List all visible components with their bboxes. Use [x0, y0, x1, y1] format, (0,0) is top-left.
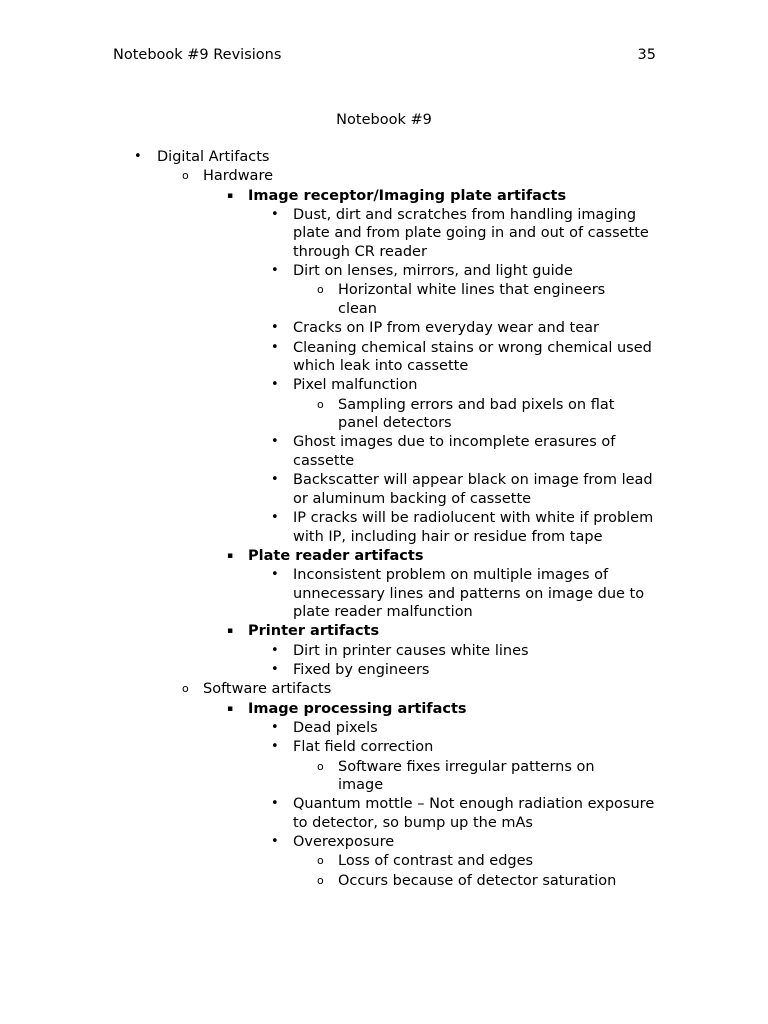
list-item-text: Fixed by engineers	[293, 662, 430, 679]
list-bullet-icon: •	[271, 434, 279, 450]
list-bullet-icon: ▪	[227, 626, 234, 637]
list-bullet-icon: o	[317, 873, 324, 887]
list-item	[227, 547, 668, 566]
list-bullet-icon: o	[182, 682, 189, 696]
list-item	[271, 339, 655, 376]
list-item-text: Occurs because of detector saturation	[338, 872, 617, 889]
list-item-text: Flat field correction	[293, 739, 434, 756]
list-bullet-icon: •	[271, 796, 279, 812]
list-item	[317, 281, 638, 318]
list-item-text: Dust, dirt and scratches from handling imaging plate and from plate going in and out of cassette through CR reader	[293, 206, 649, 260]
list-item	[134, 148, 677, 167]
list-item-text: Image processing artifacts	[248, 700, 467, 717]
list-item	[271, 661, 655, 680]
list-bullet-icon: •	[271, 739, 279, 755]
list-item	[271, 206, 655, 262]
list-item-text: Cleaning chemical stains or wrong chemical used which leak into cassette	[293, 339, 652, 375]
outline-list	[0, 148, 768, 891]
list-bullet-icon: •	[271, 642, 279, 658]
list-bullet-icon: o	[317, 397, 324, 411]
list-bullet-icon: •	[134, 149, 142, 164]
list-item	[271, 433, 655, 470]
list-item	[317, 758, 638, 795]
list-item	[271, 719, 655, 738]
list-bullet-icon: •	[271, 567, 279, 583]
document-title: Notebook #9	[336, 112, 432, 128]
list-bullet-icon: •	[271, 263, 279, 279]
list-item-text: Software fixes irregular patterns on image	[338, 758, 595, 794]
list-item-text: Pixel malfunction	[293, 377, 418, 394]
list-item-text: IP cracks will be radiolucent with white if problem with IP, including hair or residue from tape	[293, 510, 654, 545]
list-item	[271, 795, 655, 832]
list-item	[271, 833, 655, 852]
list-item-text: Overexposure	[293, 834, 395, 851]
list-item-text: Sampling errors and bad pixels on flat panel detectors	[338, 396, 615, 432]
list-bullet-icon: ▪	[227, 550, 234, 561]
list-bullet-icon: •	[271, 377, 279, 393]
list-item-text: Dirt in printer causes white lines	[293, 642, 529, 659]
list-item-text: Ghost images due to incomplete erasures of cassette	[293, 434, 616, 469]
list-item	[317, 872, 638, 891]
page-header	[113, 46, 656, 66]
page-number: 35	[637, 47, 656, 63]
list-item	[317, 396, 638, 433]
list-item	[227, 187, 668, 206]
list-item	[182, 167, 673, 186]
list-item-text: Backscatter will appear black on image from lead or aluminum backing of cassette	[293, 472, 653, 507]
list-bullet-icon: •	[271, 206, 279, 222]
list-item-text: Software artifacts	[203, 681, 332, 698]
list-item	[271, 376, 655, 395]
list-bullet-icon: o	[317, 759, 324, 773]
list-item	[271, 566, 655, 622]
list-item-text: Dead pixels	[293, 719, 378, 736]
list-bullet-icon: •	[271, 719, 279, 735]
list-bullet-icon: o	[317, 854, 324, 868]
list-item-text: Hardware	[203, 168, 274, 185]
list-item-text: Inconsistent problem on multiple images of unnecessary lines and patterns on image due to plate reader malfunction	[293, 567, 645, 621]
list-item-text: Image receptor/Imaging plate artifacts	[248, 187, 567, 204]
list-bullet-icon: •	[271, 472, 279, 488]
list-item-text: Printer artifacts	[248, 623, 380, 640]
list-item	[227, 700, 668, 719]
list-item	[227, 622, 668, 641]
list-bullet-icon: •	[271, 662, 279, 678]
list-item	[271, 642, 655, 661]
header-title: Notebook #9 Revisions	[113, 47, 282, 63]
list-item	[271, 262, 655, 281]
list-item-text: Quantum mottle – Not enough radiation exposure to detector, so bump up the mAs	[293, 796, 655, 831]
list-item	[271, 509, 655, 546]
list-item	[317, 852, 638, 871]
list-item-text: Horizontal white lines that engineers clean	[338, 282, 606, 317]
list-bullet-icon: ▪	[227, 190, 234, 201]
list-item-text: Plate reader artifacts	[248, 547, 424, 564]
list-bullet-icon: •	[271, 320, 279, 336]
list-bullet-icon: •	[271, 834, 279, 850]
list-item	[271, 471, 655, 508]
list-item-text: Dirt on lenses, mirrors, and light guide	[293, 263, 573, 280]
list-item	[182, 680, 673, 699]
list-bullet-icon: ▪	[227, 703, 234, 714]
list-bullet-icon: •	[271, 339, 279, 355]
list-item	[271, 319, 655, 338]
list-bullet-icon: o	[317, 283, 324, 297]
list-item-text: Loss of contrast and edges	[338, 853, 534, 870]
list-item-text: Digital Artifacts	[157, 149, 270, 165]
list-bullet-icon: o	[182, 169, 189, 183]
list-item	[271, 738, 655, 757]
list-item-text: Cracks on IP from everyday wear and tear	[293, 320, 599, 337]
list-bullet-icon: •	[271, 510, 279, 526]
